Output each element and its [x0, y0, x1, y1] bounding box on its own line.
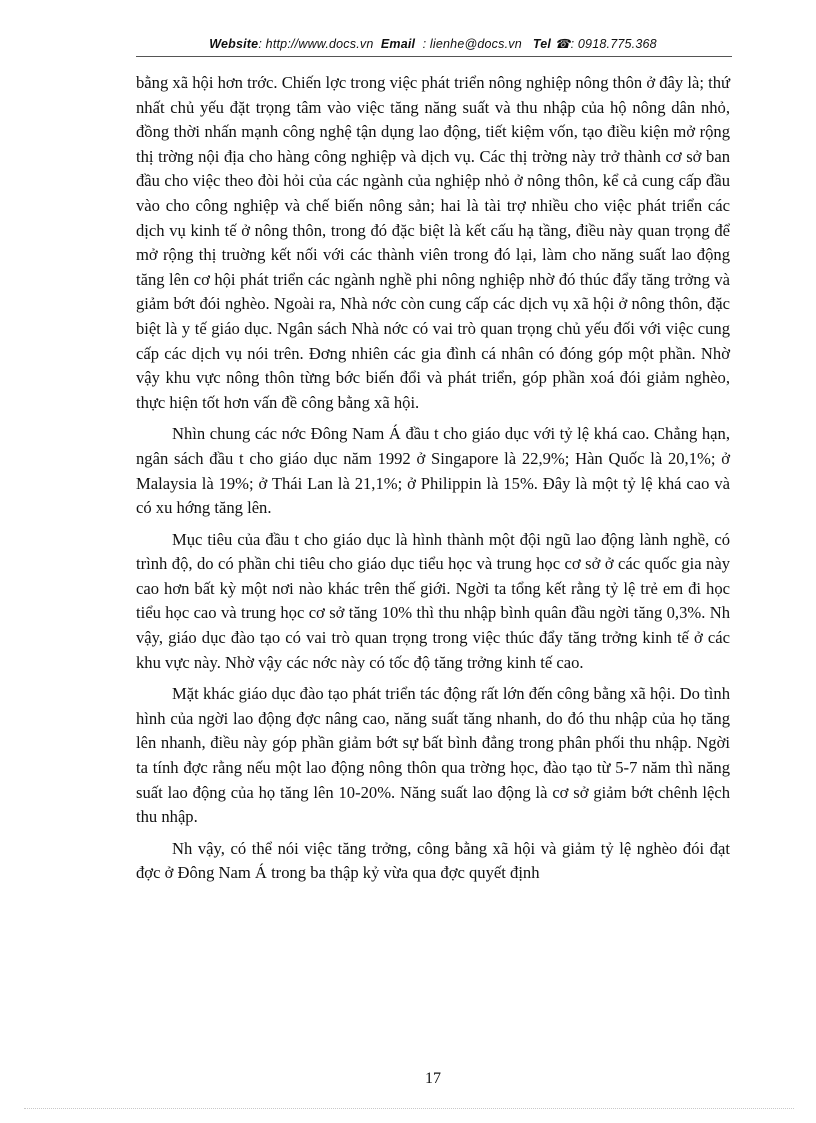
email-label: Email: [380, 37, 416, 51]
tel-label: Tel: [532, 37, 552, 51]
paragraph-5: Nh vậy, có thể nói việc tăng trởng, công bằng xã hội và giảm tỷ lệ nghèo đói đạt đợc ở Đông Nam Á trong ba thập kỷ vừa qua đợc quyết định: [136, 838, 730, 883]
email-address: : lienhe@docs.vn: [422, 37, 522, 51]
paragraph-3: Mục tiêu của đầu t cho giáo dục là hình thành một đội ngũ lao động lành nghề, có trình độ, do có phần chi tiêu cho giáo dục tiểu học và trung học cơ sở ở các quốc gia này cao hơn bất kỳ một nơi nào khác trên thế giới. Ngời ta tổng kết rằng tỷ lệ trẻ em đi học tiểu học cao và trung học cơ sở tăng 10% thì thu nhập bình quân đầu ngời tăng 0,3%. Nh vậy, giáo dục đào tạo có vai trò quan trọng trong việc thúc đẩy tăng trởng kinh tế ở các khu vực này. Nhờ vậy các nớc này có tốc độ tăng trởng kinh tế cao.: [136, 529, 730, 672]
phone-icon: ☎: [554, 37, 571, 51]
paragraph-1: bằng xã hội hơn trớc. Chiến lợc trong việc phát triển nông nghiệp nông thôn ở đây là; thứ nhất chủ yếu đặt trọng tâm vào việc tăng năng suất và thu nhập của hộ nông dân nhỏ, đồng thời nhấn mạnh công nghệ tận dụng lao động, tiết kiệm vốn, tạo điều kiện mở rộng thị trờng nội địa cho hàng công nghiệp và dịch vụ. Các thị trờng này trở thành cơ sở ban đầu cho việc theo đòi hỏi của các ngành của nghiệp nhỏ ở nông thôn, kể cả cung cấp đầu vào cho công nghiệp và chế biến nông sản; hai là tài trợ nhiều cho việc phát triển các dịch vụ kinh tế ở nông thôn, trong đó đặc biệt là kết cấu hạ tầng, điều này quan trọng để mở rộng thị truờng kết nối với các thành viên trong đó lại, làm cho năng suất lao động tăng lên cơ hội phát triển các ngành nghề phi nông nghiệp nhờ đó thúc đẩy tăng trởng và giảm bớt đói nghèo. Ngoài ra, Nhà nớc còn cung cấp các dịch vụ xã hội ở nông thôn, đặc biệt là y tế giáo dục. Ngân sách Nhà nớc có vai trò quan trọng chủ yếu đối với việc cung cấp các dịch vụ nói trên. Đơng nhiên các gia đình cá nhân có đóng góp một phần. Nhờ vậy khu vực nông thôn từng bớc biến đổi và phát triển, góp phần xoá đói giảm nghèo, thực hiện tốt hơn vấn đề công bằng xã hội.: [136, 73, 730, 412]
page-number: 17: [425, 1070, 441, 1087]
website-label: Website: [209, 37, 259, 51]
website-url: : http://www.docs.vn: [258, 37, 374, 51]
paragraph-2: Nhìn chung các nớc Đông Nam Á đầu t cho giáo dục với tỷ lệ khá cao. Chẳng hạn, ngân sách đầu t cho giáo dục năm 1992 ở Singapore là 22,9%; Hàn Quốc là 20,1%; ở Malaysia là 19%; ở Thái Lan là 21,1%; ở Philippin là 15%. Đây là một tỷ lệ khá cao và có xu hớng tăng lên.: [136, 424, 730, 518]
document-body: [136, 71, 730, 893]
tel-number: : 0918.775.368: [570, 37, 657, 51]
page-header: [136, 36, 730, 51]
header-divider: [136, 56, 732, 57]
footer-divider: [24, 1108, 794, 1109]
paragraph-4: Mặt khác giáo dục đào tạo phát triển tác động rất lớn đến công bằng xã hội. Do tình hình của ngời lao động đợc nâng cao, năng suất tăng nhanh, do đó thu nhập của họ tăng lên nhanh, điều này góp phần giảm bớt sự bất bình đẳng trong phân phối thu nhập. Ngời ta tính đợc rằng nếu một lao động nông thôn qua trờng học, đào tạo từ 5-7 năm thì năng suất lao động của họ tăng lên 10-20%. Năng suất lao động là cơ sở giảm bớt chênh lệch thu nhập.: [136, 684, 730, 827]
